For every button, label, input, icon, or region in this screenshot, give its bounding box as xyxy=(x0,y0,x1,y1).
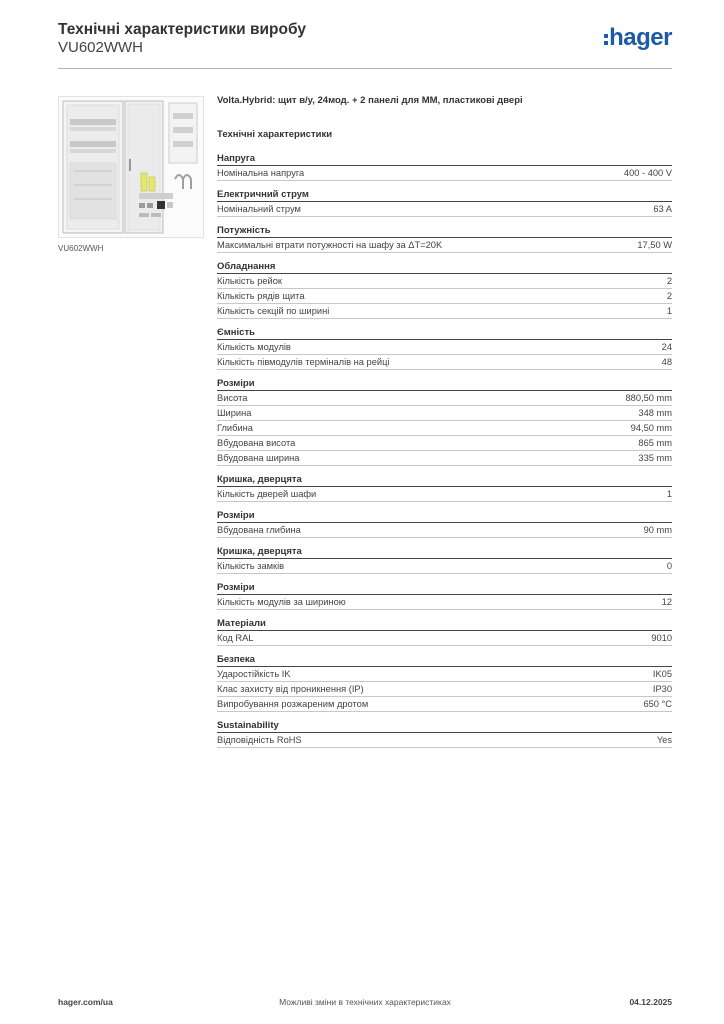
footer-disclaimer: Можливі зміни в технічних характеристиках xyxy=(279,997,451,1007)
product-description: Volta.Hybrid: щит в/у, 24мод. + 2 панелі для ММ, пластикові двері xyxy=(217,95,523,106)
spec-content xyxy=(217,95,672,755)
section-title: Розміри xyxy=(217,377,672,391)
spec-sections xyxy=(217,152,672,748)
section-title: Кришка, дверцята xyxy=(217,473,672,487)
spec-section xyxy=(217,617,672,646)
spec-section xyxy=(217,224,672,253)
spec-section xyxy=(217,188,672,217)
spec-row xyxy=(217,595,672,610)
spec-label: Максимальні втрати потужності на шафу за ΔT=20K xyxy=(217,240,443,250)
spec-label: Висота xyxy=(217,393,248,403)
spec-row xyxy=(217,391,672,406)
spec-value: 880,50 mm xyxy=(625,393,672,403)
section-title: Електричний струм xyxy=(217,188,672,202)
hager-logo xyxy=(604,26,672,50)
logo-dots-icon xyxy=(604,34,608,45)
spec-row xyxy=(217,631,672,646)
spec-value: IP30 xyxy=(652,684,672,694)
spec-value: 48 xyxy=(661,357,672,367)
spec-row xyxy=(217,289,672,304)
spec-label: Відповідність RoHS xyxy=(217,735,302,745)
spec-section xyxy=(217,260,672,319)
spec-label: Кількість рейок xyxy=(217,276,282,286)
spec-section xyxy=(217,509,672,538)
spec-value: 90 mm xyxy=(643,525,672,535)
spec-section xyxy=(217,473,672,502)
section-title: Розміри xyxy=(217,509,672,523)
section-title: Розміри xyxy=(217,581,672,595)
spec-value: 0 xyxy=(666,561,672,571)
spec-row xyxy=(217,436,672,451)
spec-label: Випробування розжареним дротом xyxy=(217,699,369,709)
section-title: Напруга xyxy=(217,152,672,166)
header-divider xyxy=(58,68,672,69)
spec-row xyxy=(217,421,672,436)
spec-row xyxy=(217,304,672,319)
spec-value: 9010 xyxy=(651,633,672,643)
section-title: Обладнання xyxy=(217,260,672,274)
spec-row xyxy=(217,274,672,289)
product-image-caption: VU602WWH xyxy=(58,244,104,253)
spec-value: 94,50 mm xyxy=(630,423,672,433)
spec-value: 63 A xyxy=(653,204,672,214)
spec-row xyxy=(217,202,672,217)
spec-row xyxy=(217,166,672,181)
spec-value: 24 xyxy=(661,342,672,352)
product-code: VU602WWH xyxy=(58,39,144,56)
spec-value: 2 xyxy=(666,291,672,301)
spec-row xyxy=(217,355,672,370)
spec-label: Кількість півмодулів терміналів на рейці xyxy=(217,357,390,367)
spec-label: Вбудована висота xyxy=(217,438,296,448)
page-header xyxy=(58,20,672,68)
page-title: Технічні характеристики виробу xyxy=(58,21,306,38)
spec-label: Кількість модулів за шириною xyxy=(217,597,346,607)
spec-label: Номінальний струм xyxy=(217,204,301,214)
section-title: Кришка, дверцята xyxy=(217,545,672,559)
spec-value: 1 xyxy=(666,489,672,499)
spec-label: Ударостійкість IK xyxy=(217,669,291,679)
spec-label: Кількість секцій по ширині xyxy=(217,306,330,316)
spec-row xyxy=(217,340,672,355)
spec-value: 865 mm xyxy=(638,438,672,448)
spec-section xyxy=(217,653,672,712)
specs-heading: Технічні характеристики xyxy=(217,129,333,140)
footer-date: 04.12.2025 xyxy=(629,997,672,1007)
spec-label: Ширина xyxy=(217,408,252,418)
section-title: Безпека xyxy=(217,653,672,667)
spec-label: Номінальна напруга xyxy=(217,168,305,178)
spec-label: Кількість замків xyxy=(217,561,285,571)
footer-website-link[interactable]: hager.com/ua xyxy=(58,997,113,1007)
spec-label: Глибина xyxy=(217,423,253,433)
spec-row xyxy=(217,733,672,748)
spec-value: IK05 xyxy=(652,669,672,679)
section-title: Матеріали xyxy=(217,617,672,631)
spec-value: 335 mm xyxy=(638,453,672,463)
spec-value: 12 xyxy=(661,597,672,607)
spec-row xyxy=(217,559,672,574)
spec-section xyxy=(217,326,672,370)
spec-value: 650 °C xyxy=(643,699,672,709)
spec-section xyxy=(217,545,672,574)
spec-value: 348 mm xyxy=(638,408,672,418)
spec-value: 2 xyxy=(666,276,672,286)
product-image xyxy=(58,96,204,238)
spec-value: 400 - 400 V xyxy=(623,168,672,178)
section-title: Sustainability xyxy=(217,719,672,733)
spec-label: Кількість дверей шафи xyxy=(217,489,317,499)
section-title: Потужність xyxy=(217,224,672,238)
spec-row xyxy=(217,667,672,682)
spec-label: Код RAL xyxy=(217,633,254,643)
spec-row xyxy=(217,523,672,538)
spec-label: Кількість модулів xyxy=(217,342,291,352)
spec-value: Yes xyxy=(656,735,672,745)
electrical-cabinet-icon xyxy=(59,97,203,237)
spec-label: Кількість рядів щита xyxy=(217,291,305,301)
spec-section xyxy=(217,581,672,610)
spec-value: 17,50 W xyxy=(637,240,672,250)
spec-row xyxy=(217,697,672,712)
spec-row xyxy=(217,487,672,502)
section-title: Ємність xyxy=(217,326,672,340)
spec-row xyxy=(217,451,672,466)
spec-label: Клас захисту від проникнення (IP) xyxy=(217,684,364,694)
spec-row xyxy=(217,682,672,697)
spec-label: Вбудована глибина xyxy=(217,525,301,535)
logo-text: hager xyxy=(609,24,672,51)
spec-row xyxy=(217,238,672,253)
spec-section xyxy=(217,152,672,181)
spec-section xyxy=(217,377,672,466)
spec-label: Вбудована ширина xyxy=(217,453,300,463)
spec-row xyxy=(217,406,672,421)
spec-value: 1 xyxy=(666,306,672,316)
spec-section xyxy=(217,719,672,748)
